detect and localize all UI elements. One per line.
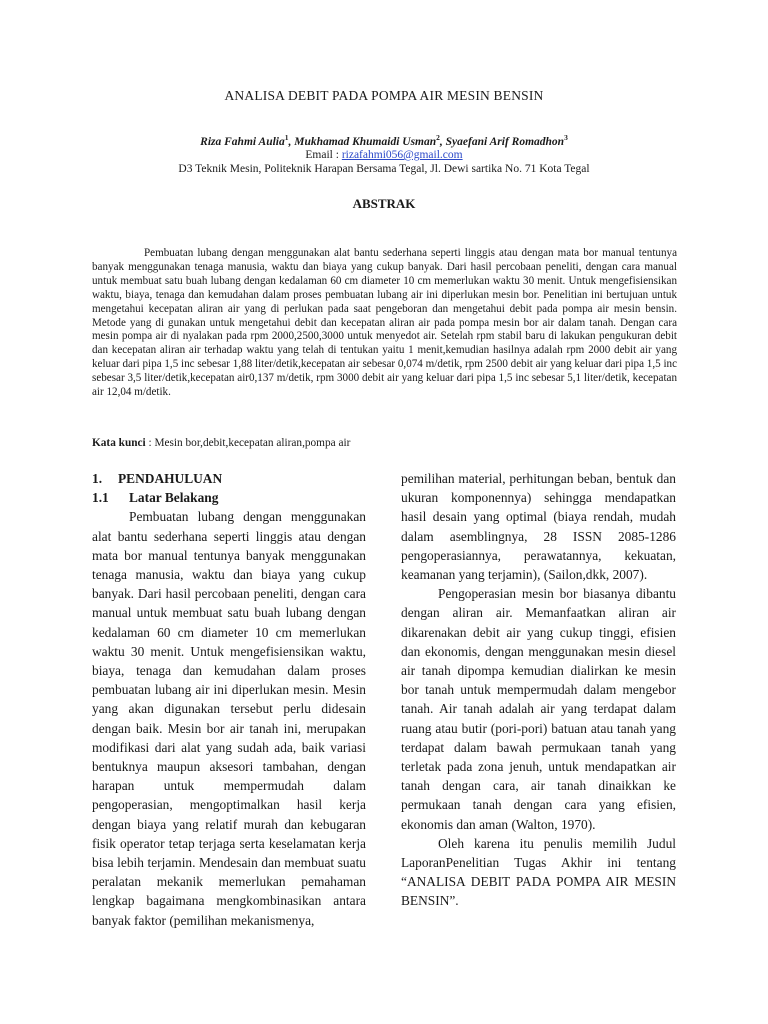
affiliation: D3 Teknik Mesin, Politeknik Harapan Bersama Tegal, Jl. Dewi sartika No. 71 Kota Tegal — [178, 163, 590, 175]
keywords-label: Kata kunci — [92, 437, 146, 449]
body-paragraph: Oleh karena itu penulis memilih Judul LaporanPenelitian Tugas Akhir ini tentang “ANALISA DEBIT PADA POMPA AIR MESIN BENSIN”. — [401, 835, 676, 909]
subsection-heading — [92, 488, 366, 507]
author-name: Mukhamad Khumaidi Usman — [294, 135, 437, 148]
author-separator: , — [288, 135, 295, 148]
body-paragraph: Pembuatan lubang dengan menggunakan alat bantu sederhana seperti linggis atau dengan mata bor manual tentunya banyak menggunakan tenaga manusia, waktu dan biaya yang cukup banyak. Dari hasil percobaan peneliti, dengan cara manual untuk membuat satu buah lubang dengan kedalaman 60 cm diameter 10 cm memerlukan waktu 30 menit. Untuk mengefisiensikan waktu, biaya, tenaga dan kemudahan dalam proses pembuatan lubang air ini diperlukan mesin. Mesin yang akan digunakan tersebut perlu didesain dengan baik. Mesin bor air tanah ini, merupakan modifikasi dari alat yang sudah ada, baik variasi bentuknya maupun aksesori tambahan, dengan harapan untuk mempermudah dalam pengoperasian, mengoptimalkan hasil kerja dengan biaya yang relatif murah dan kebugaran fisik operator tetap terjaga serta keselamatan kerja bisa lebih terjamin. Mendesain dan membuat suatu peralatan mekanik memerlukan pemahaman lengkap bagaimana mengkombinasikan antara banyak faktor (pemilihan mekanismenya, — [92, 509, 366, 928]
author-list — [0, 133, 768, 148]
email-line — [0, 149, 768, 161]
subsection-number: 1.1 — [92, 490, 109, 506]
email-label: Email : — [305, 149, 342, 161]
keywords-text: : Mesin bor,debit,kecepatan aliran,pompa air — [145, 437, 351, 449]
email-link[interactable]: rizafahmi056@gmail.com — [341, 149, 463, 161]
subsection-title: Latar Belakang — [129, 490, 219, 506]
right-column — [401, 469, 676, 911]
abstract-heading: ABSTRAK — [352, 196, 416, 211]
abstract-text: Pembuatan lubang dengan menggunakan alat bantu sederhana seperti linggis atau dengan mata bor manual tentunya banyak menggunakan tenaga manusia, waktu dan biaya yang cukup banyak. Dari hasil percobaan peneliti, dengan cara manual untuk membuat satu buah lubang dengan kedalaman 60 cm diameter 10 cm memerlukan waktu 30 menit. Untuk mengefisiensikan waktu, biaya, tenaga dan kemudahan dalam proses pembuatan lubang air ini diperlukan mesin bor. Penelitian ini bertujuan untuk mengetahui kecepatan aliran air yang di perlukan pada saat pengeboran dan mengetahui debit pada pompa air mesin bensin. Metode yang di gunakan untuk mengetahui debit dan kecepatan aliran air pada pompa mesin bor air dalam tanah. Dengan cara mesin pompa air di nyalakan pada rpm 2000,2500,3000 untuk menyedot air. Setelah rpm stabil baru di lakukan pengukuran debit dan kecepatan aliran air terhadap waktu yang telah di tentukan yaitu 1 menit,kemudian hasilnya adalah rpm 2000 debit air yang keluar dari pipa 1,5 inc sebesar 1,88 liter/detik,kecepatan air sebesar 0,074 m/detik, rpm 2500 debit air yang keluar dari pipa 1,5 inc sebesar 3,5 liter/detik,kecepatan air0,137 m/detik, rpm 3000 debit air yang keluar dari pipa 1,5 inc sebesar 5,1 liter/detik, kecepatan air 12,04 m/detik. — [92, 247, 678, 399]
author-affiliation-mark: 1 — [284, 133, 289, 142]
section-title: PENDAHULUAN — [118, 471, 223, 486]
author-affiliation-mark: 2 — [436, 133, 440, 142]
section-number: 1. — [92, 471, 103, 486]
author-separator: , — [439, 135, 446, 148]
section-heading — [92, 469, 366, 488]
body-paragraph: pemilihan material, perhitungan beban, bentuk dan ukuran komponennya) sehingga mendapatkan hasil desain yang optimal (biaya rendah, mudah dalam asemblingnya, 28 ISSN 2085-1286 pengoperasiannya, perawatannya, kekuatan, keamanan yang terjamin), (Sailon,dkk, 2007). — [401, 471, 676, 583]
author-name: Syaefani Arif Romadhon — [445, 135, 565, 148]
author-name: Riza Fahmi Aulia — [200, 135, 285, 148]
keywords-line — [92, 437, 677, 449]
left-column — [92, 469, 366, 930]
author-affiliation-mark: 3 — [564, 133, 568, 142]
body-paragraph: Pengoperasian mesin bor biasanya dibantu dengan aliran air. Memanfaatkan aliran air dikarenakan debit air yang cukup tinggi, efisien dan ekonomis, dengan menggunakan mesin diesel air tanah dipompa kemudian dialirkan ke mesin bor tanah untuk mempermudah dalam mengebor tanah. Air tanah adalah air yang terdapat dalam ruang atau butir (pori-pori) batuan atau tanah yang terdapat dalam bawah permukaan tanah yang terletak pada zona jenuh, untuk mendapatkan air tanah dengan cara, air tanah dinaikkan ke permukaan tanah dengan cara yang efisien, ekonomis dan aman (Walton, 1970). — [401, 586, 676, 832]
paper-title: ANALISA DEBIT PADA POMPA AIR MESIN BENSIN — [224, 88, 544, 103]
